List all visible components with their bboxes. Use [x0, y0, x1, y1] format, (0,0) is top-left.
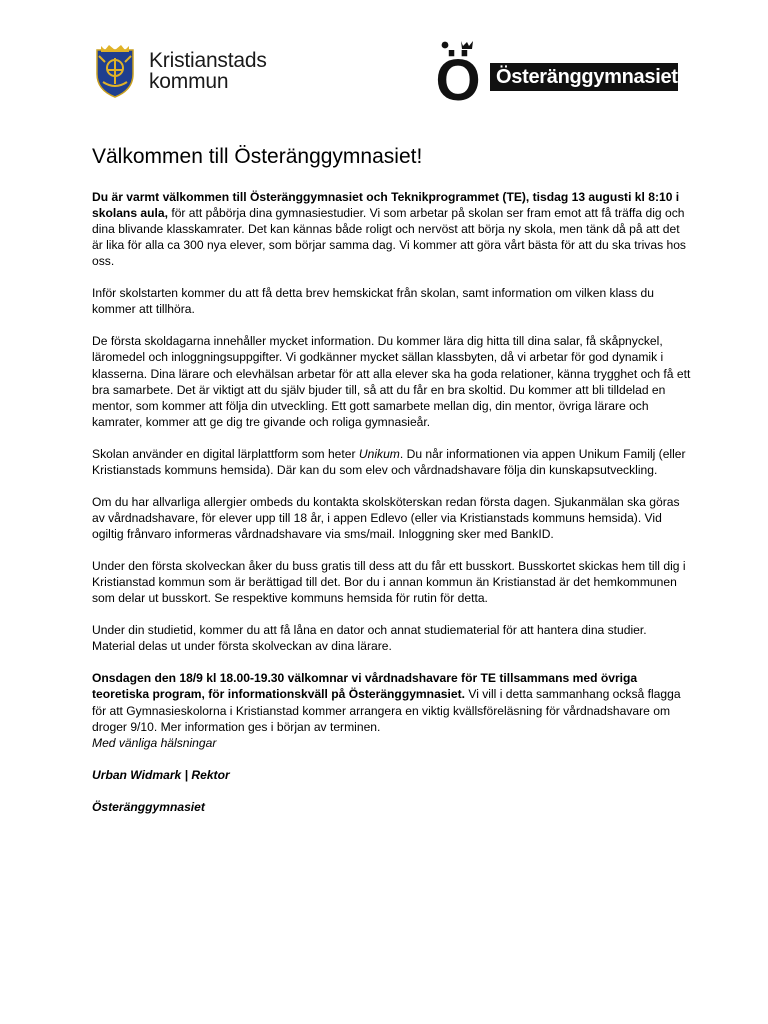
- welcome-text: för att påbörja dina gymnasiestudier. Vi som arbetar på skolan ser fram emot att få träffa dig och dina blivande klasskamrater. Det kan kännas både roligt och nervöst att börja ny skola, men tänk då på att det är lika för alla ca 300 nya elever, som börjar samma dag. Vi kommer att göra vårt bästa för att du ska trivas hos oss.: [92, 206, 686, 269]
- school-name-banner: Österänggymnasiet: [490, 63, 678, 91]
- letter-title: Välkommen till Österänggymnasiet!: [92, 145, 423, 168]
- kommun-name: [149, 50, 267, 92]
- paragraph-school-start: Inför skolstarten kommer du att få detta brev hemskickat från skolan, samt information om vilken klass du kommer att tillhöra.: [92, 286, 654, 317]
- paragraph-bus: Under den första skolveckan åker du buss gratis till dess att du får ett busskort. Busskortet skickas hem till dig i Kristianstad kommun som är berättigad till det. Bor du i annan kommun än Kristianstad är det hemkommunen som delar ut busskort. Se respektive kommuns hemsida för rutin för detta.: [92, 559, 686, 606]
- paragraph-computer: Under din studietid, kommer du att få låna en dator och annat studiematerial för att hantera dina studier. Material delas ut under första skolveckan av dina lärare.: [92, 623, 647, 654]
- osteranggymnasiet-logo: [434, 40, 680, 104]
- info-evening-bold-text: Onsdagen den 18/9 kl 18.00-19.30 välkomnar vi vårdnadshavare för TE tillsammans med övriga teoretiska program, för informationskväll på Österänggymnasiet.: [92, 671, 638, 702]
- svg-text:Ö: Ö: [435, 48, 481, 102]
- unikum-name: Unikum: [358, 446, 400, 461]
- paragraph-allergies: Om du har allvarliga allergier ombeds du kontakta skolsköterskan redan första dagen. Sjukanmälan ska göras av vårdnadshavare, för elever upp till 18 år, i appen Edlevo (eller via Kristianstads kommuns hemsida). Vid ogiltig frånvaro informeras vårdnadshavare via sms/mail. Inloggning sker med BankID.: [92, 494, 680, 541]
- paragraph-learning-platform: Skolan använder en digital lärplattform som heter Unikum. Du når informationen via appen Unikum Familj (eller Kristianstads kommuns hemsida). Där kan du som elev och vårdnadshavare följa din kunskapsutveckling.: [92, 446, 686, 477]
- signature-school: Österänggymnasiet: [92, 799, 205, 814]
- signature-name: Urban Widmark | Rektor: [92, 767, 230, 782]
- crowned-o-icon: [434, 40, 482, 102]
- info-evening-text: Vi vill i detta sammanhang också flagga för att Gymnasieskolorna i Kristianstad kommer arrangera en viktig kvällsföreläsning för vårdnadshavare om droger 9/10. Mer information ges i början av terminen.: [92, 687, 681, 734]
- paragraph-welcome: [92, 189, 692, 269]
- kommun-name-line1: Kristianstads: [149, 49, 267, 72]
- kristianstads-kommun-logo: [93, 44, 283, 100]
- welcome-bold-text: Du är varmt välkommen till Österänggymnasiet och Teknikprogrammet (TE), tisdag 13 augusti kl 8:10 i skolans aula,: [92, 190, 680, 221]
- coat-of-arms-icon: [93, 44, 137, 98]
- closing-greeting: Med vänliga hälsningar: [92, 735, 217, 750]
- paragraph-info-evening: [92, 670, 692, 734]
- letter-body: [92, 189, 692, 831]
- paragraph-first-days: De första skoldagarna innehåller mycket information. Du kommer lära dig hitta till dina salar, få skåpnyckel, läromedel och inloggningsuppgifter. Vi godkänner mycket sällan klassbyten, då vi arbetar för god dynamik i klasserna. Dina lärare och elevhälsan arbetar för att alla elever ska ha goda relationer, känna trygghet och få ett bra samarbete. Det är viktigt att du själv bjuder till, så att du får en bra skoltid. Du kommer att bli tilldelad en mentor, som kommer att följa din utveckling. Ett gott samarbete mellan dig, din mentor, övriga lärare och kamrater, kommer att ge dig tre givande och roliga gymnasieår.: [92, 334, 691, 429]
- kommun-name-line2: kommun: [149, 70, 229, 93]
